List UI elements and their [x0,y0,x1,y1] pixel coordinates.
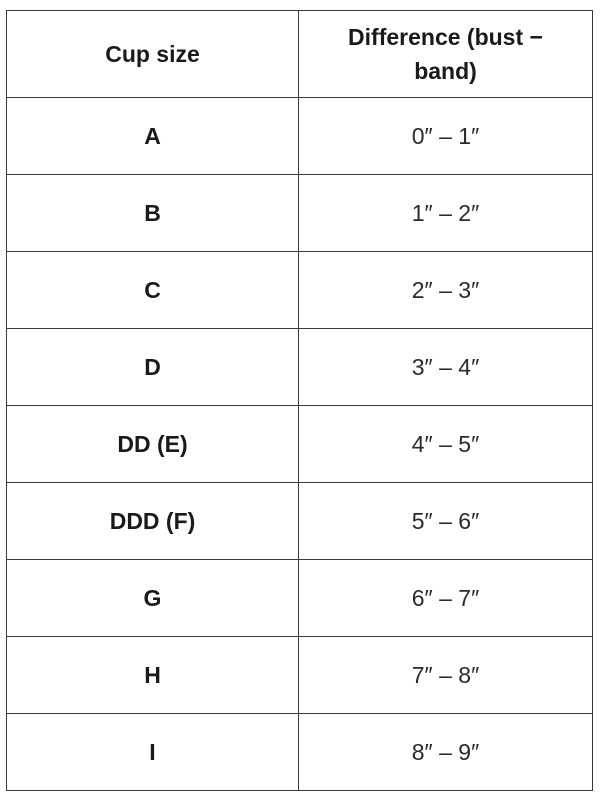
difference-cell: 2″ – 3″ [299,252,593,329]
cup-size-table [6,10,593,791]
difference-cell: 3″ – 4″ [299,329,593,406]
cup-size-cell: H [7,637,299,714]
table-row [7,406,593,483]
table-row [7,175,593,252]
difference-cell: 0″ – 1″ [299,98,593,175]
table-row [7,98,593,175]
difference-header: Difference (bust − band) [299,11,593,98]
difference-cell: 5″ – 6″ [299,483,593,560]
table-row [7,329,593,406]
difference-cell: 6″ – 7″ [299,560,593,637]
cup-size-cell: I [7,714,299,791]
difference-cell: 1″ – 2″ [299,175,593,252]
difference-cell: 4″ – 5″ [299,406,593,483]
table-row [7,483,593,560]
cup-size-cell: DDD (F) [7,483,299,560]
table-row [7,252,593,329]
cup-size-cell: A [7,98,299,175]
table-header-row [7,11,593,98]
difference-cell: 7″ – 8″ [299,637,593,714]
table-row [7,637,593,714]
cup-size-cell: B [7,175,299,252]
difference-cell: 8″ – 9″ [299,714,593,791]
cup-size-cell: G [7,560,299,637]
table-row [7,560,593,637]
cup-size-cell: C [7,252,299,329]
cup-size-header: Cup size [7,11,299,98]
table-row [7,714,593,791]
cup-size-cell: DD (E) [7,406,299,483]
cup-size-cell: D [7,329,299,406]
